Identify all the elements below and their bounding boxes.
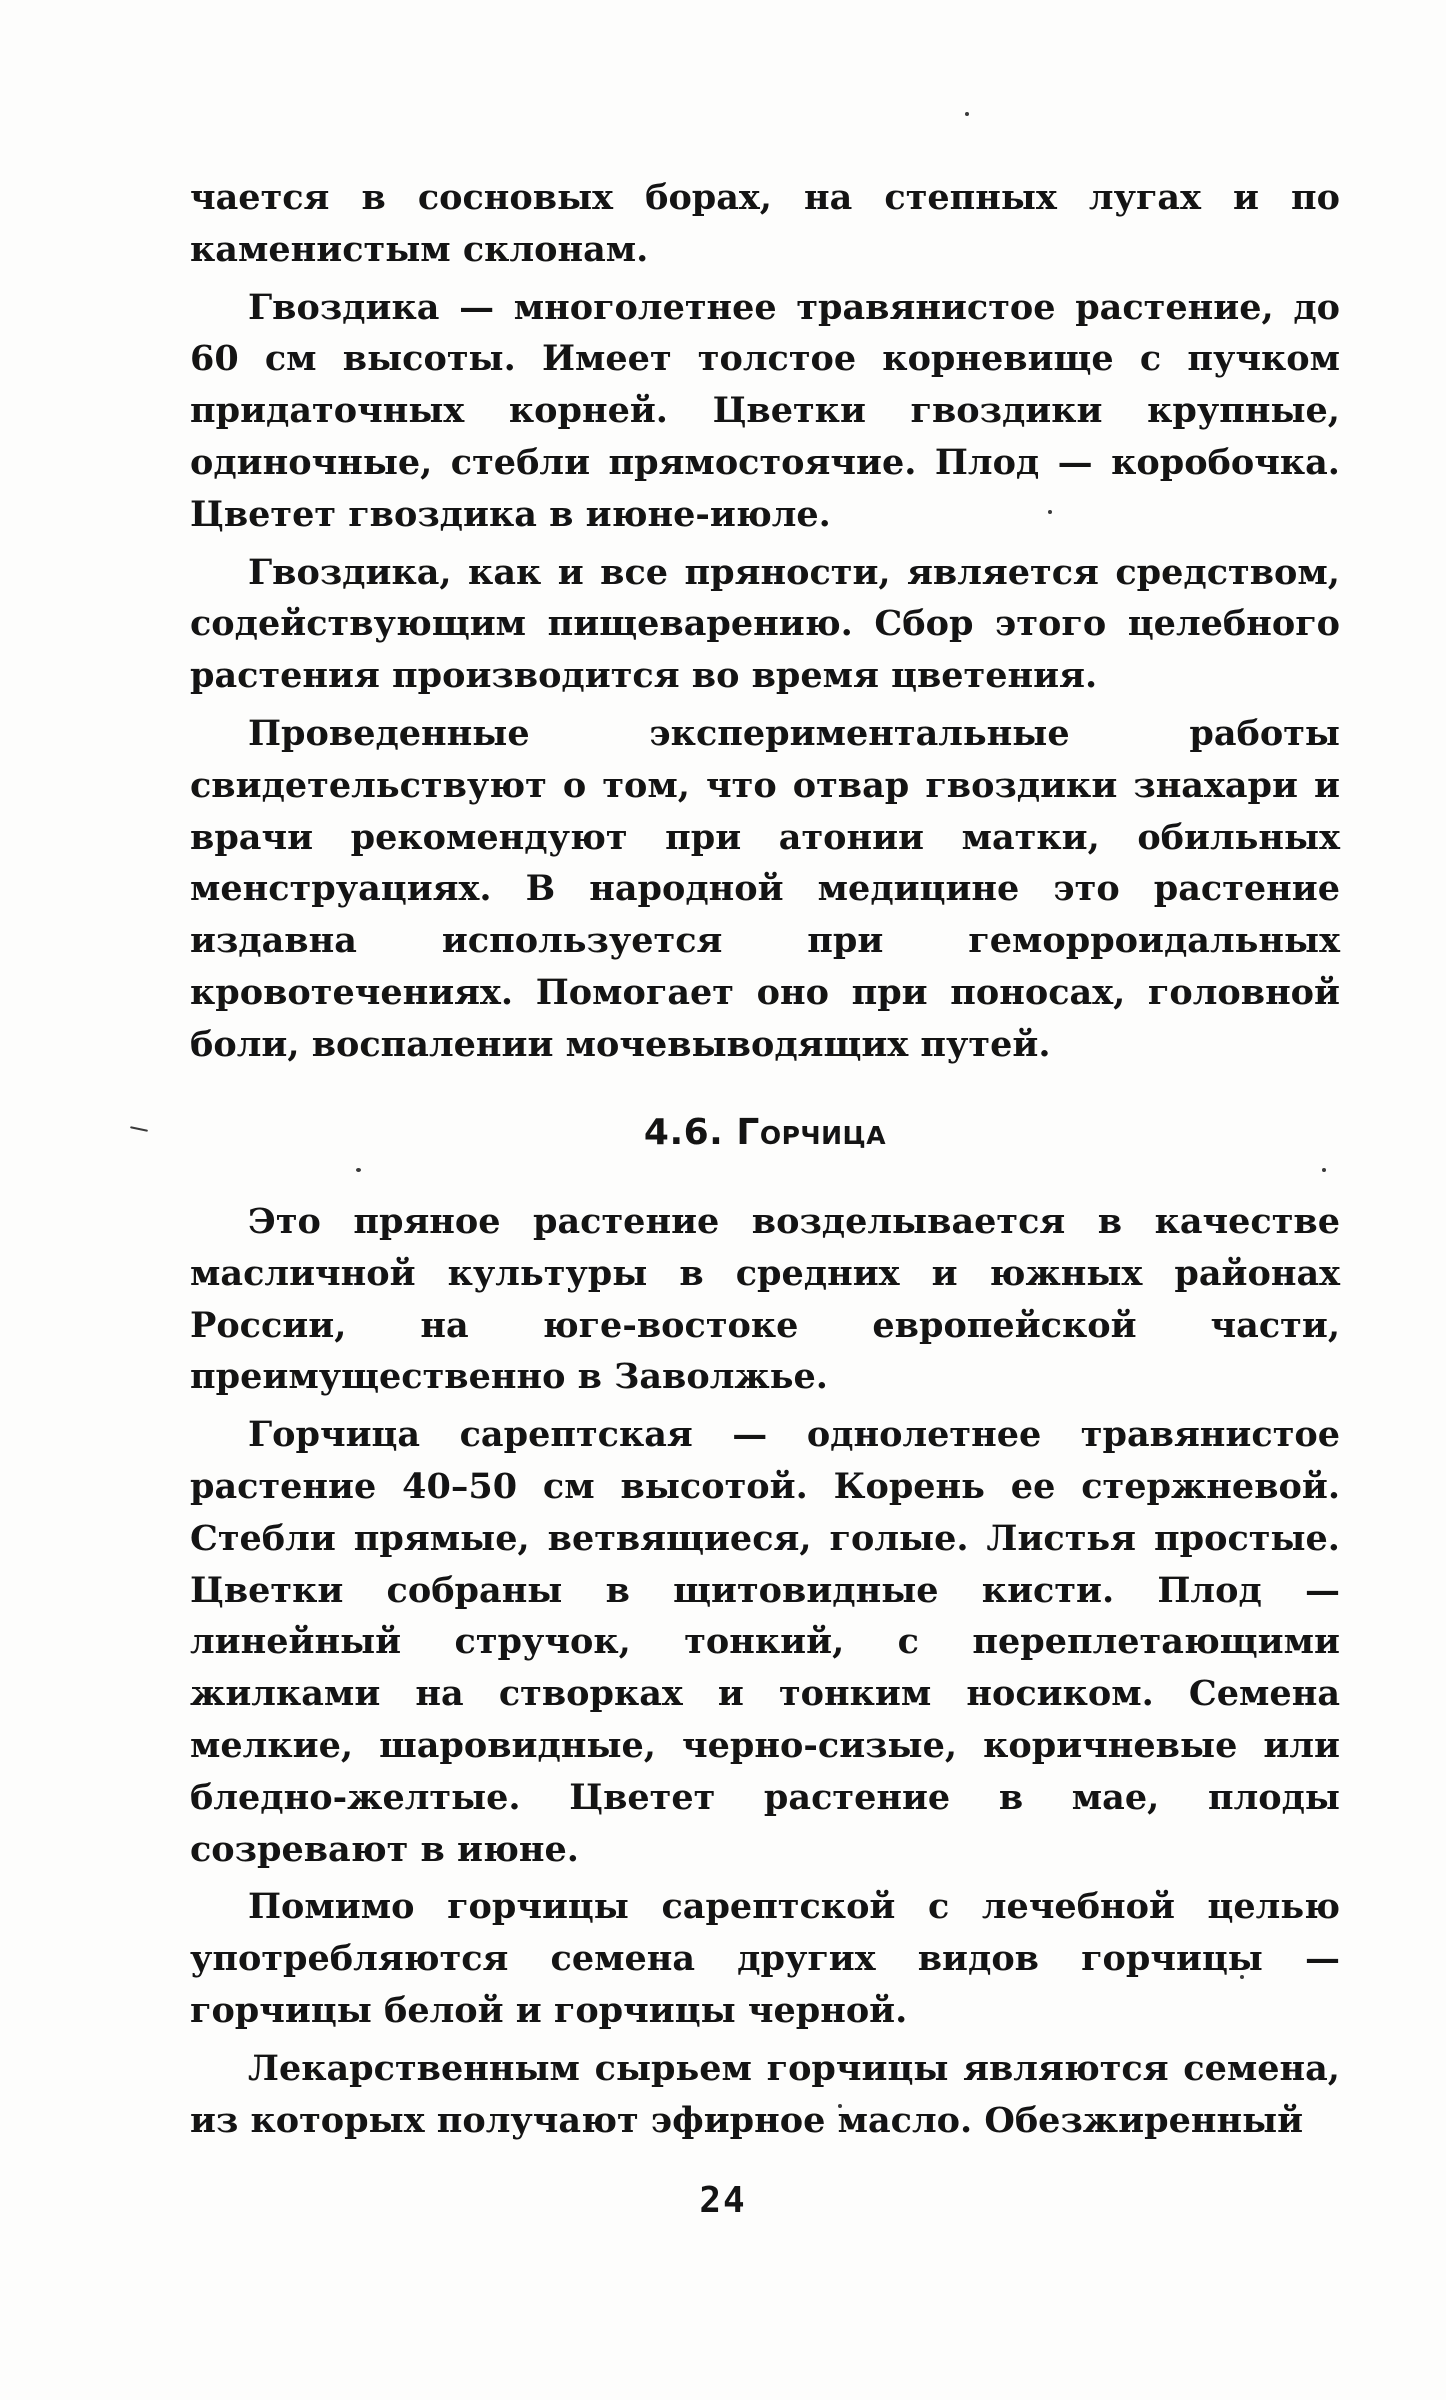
scan-speck — [356, 1168, 361, 1172]
section-number: 4.6. — [643, 1112, 724, 1153]
paragraph: Горчица сарептская — однолетнее травянистое растение 40–50 см высотой. Корень ее стержневой. Стебли прямые, ветвящиеся, голые. Листья простые. Цветки собраны в щитовидные кисти. Плод — линейный стручок, тонкий, с переплетающими жилками на створках и тонким носиком. Семена мелкие, шаровидные, черно-сизые, коричневые или бледно-желтые. Цветет растение в мае, плоды созревают в июне. — [190, 1414, 1340, 1870]
paragraph: Лекарственным сырьем горчицы являются семена, из которых получают эфирное масло. Обезжиренный — [190, 2047, 1340, 2141]
section-title: Горчица — [736, 1112, 887, 1153]
scan-speck — [130, 1126, 148, 1132]
scan-speck — [1322, 1168, 1326, 1172]
paragraph: Гвоздика — многолетнее травянистое растение, до 60 см высоты. Имеет толстое корневище с пучком придаточных корней. Цветки гвоздики крупные, одиночные, стебли прямостоячие. Плод — коробочка. Цветет гвоздика в июне-июле. — [190, 286, 1340, 535]
paragraph: Гвоздика, как и все пряности, является средством, содействующим пищеварению. Сбор этого целебного растения производится во время цветения. — [190, 551, 1340, 697]
paragraph: Проведенные экспериментальные работы свидетельствуют о том, что отвар гвоздики знахари и врачи рекомендуют при атонии матки, обильных менструациях. В народной медицине это растение издавна используется при геморроидальных кровотечениях. Помогает оно при поносах, головной боли, воспалении мочевыводящих путей. — [190, 712, 1340, 1065]
page-number: 24 — [699, 2180, 747, 2221]
text-block-after — [190, 1196, 1340, 2146]
paragraph: чается в сосновых борах, на степных лугах и по каменистым склонам. — [190, 177, 1340, 270]
section-heading — [190, 1112, 1340, 1153]
paragraph: Помимо горчицы сарептской с лечебной целью употребляются семена других видов горчицы — горчицы белой и горчицы черной. — [190, 1886, 1340, 2031]
paragraph: Это пряное растение возделывается в качестве масличной культуры в средних и южных районах России, на юге-востоке европейской части, преимущественно в Заволжье. — [190, 1201, 1340, 1398]
scan-speck — [965, 112, 969, 116]
text-block-before — [190, 172, 1340, 1071]
